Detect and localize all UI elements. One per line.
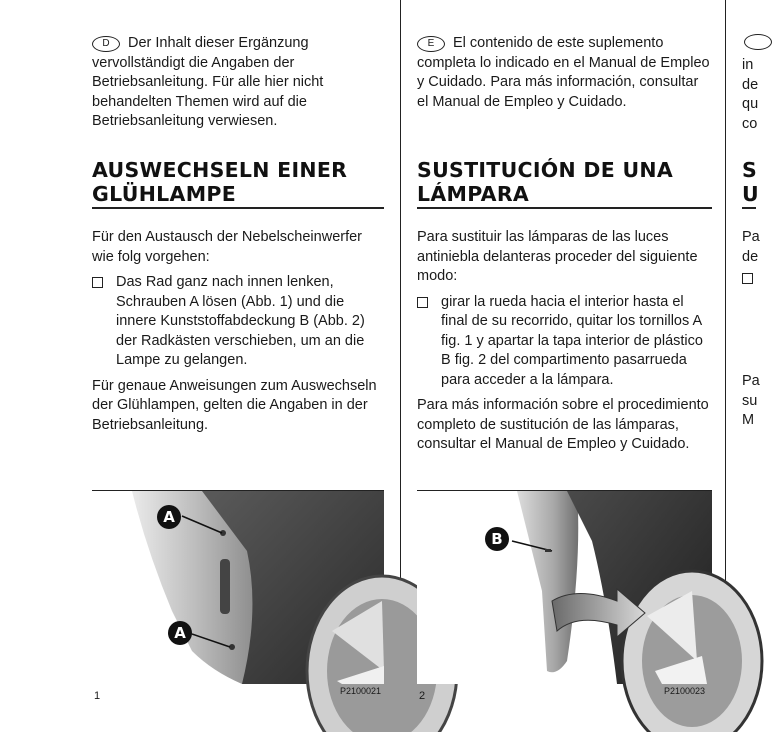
figure-number: 1 xyxy=(94,690,101,702)
language-badge: E xyxy=(417,36,445,52)
intro-paragraph: Para sustituir las lámparas de las luces antiniebla delanteras proceder del siguiente modo: xyxy=(417,229,698,284)
intro-fragment: de xyxy=(742,76,759,93)
wheel-arch-illustration xyxy=(417,491,712,684)
callout-marker-b: B xyxy=(485,527,509,551)
instructions xyxy=(92,228,384,441)
heading-underline xyxy=(742,207,756,209)
closing-paragraph: Para más información sobre el procedimiento completo de sustitución de las lámparas, consultar el Manual de Empleo y Cuidado. xyxy=(417,397,709,452)
intro-fragment: qu xyxy=(742,96,759,112)
intro-text: D Der Inhalt dieser Ergänzung vervollständigt die Angaben der Betriebsanleitung. Für alle hier nicht behandelten Themen wird auf die Betriebsanleitung verwiesen. xyxy=(92,35,324,129)
intro-paragraph: Für den Austausch der Nebelscheinwerfer wie folg vorgehen: xyxy=(92,229,363,265)
section-heading: SUSTITUCIÓN DE UNA LÁMPARA xyxy=(417,158,674,206)
figure-code: P2100023 xyxy=(664,686,706,696)
bullet-item: girar la rueda hacia el interior hasta el final de su recorrido, quitar los tornillos A fig. 1 y apartar la tapa interior de plástico B fig. 2 del compartimento pasarrueda para acceder a la lámpara. xyxy=(417,293,712,391)
bullet-item: Das Rad ganz nach innen lenken, Schrauben A lösen (Abb. 1) und die innere Kunststoffabdeckung B (Abb. 2) der Radkästen verschieben, um an die Lampe zu gelangen. xyxy=(92,273,384,371)
heading-underline xyxy=(92,207,384,209)
figure-number: 2 xyxy=(419,690,426,702)
intro-fragment: in xyxy=(742,57,754,73)
section-heading: AUSWECHSELN EINER GLÜHLAMPE xyxy=(92,158,348,206)
figure-code: P2100021 xyxy=(340,686,382,696)
language-badge xyxy=(744,34,772,50)
closing-fragment: Pa su M xyxy=(742,373,760,428)
instructions xyxy=(417,228,712,461)
column-spanish xyxy=(417,34,712,112)
callout-marker-a: A xyxy=(168,621,192,645)
figure-2 xyxy=(417,491,712,684)
section-heading-fragment: S U xyxy=(742,158,759,206)
intro-text: E El contenido de este suplemento completa lo indicado en el Manual de Empleo y Cuidado. Para más información, consultar el Manual de Empleo y Cuidado. xyxy=(417,35,710,110)
heading-underline xyxy=(417,207,712,209)
column-german xyxy=(92,34,384,132)
column-partial xyxy=(742,34,782,134)
intro-fragment: co xyxy=(742,115,758,132)
language-badge: D xyxy=(92,36,120,52)
figure-1 xyxy=(92,491,384,684)
checkbox-bullet-icon xyxy=(417,297,428,308)
closing-paragraph: Für genaue Anweisungen zum Auswechseln der Glühlampen, gelten die Angaben in der Betriebsanleitung. xyxy=(92,377,377,433)
instructions-fragment: Pa de xyxy=(742,228,782,284)
checkbox-bullet-icon xyxy=(742,273,753,284)
callout-marker-a: A xyxy=(157,505,181,529)
wheel-arch-illustration xyxy=(92,491,384,684)
checkbox-bullet-icon xyxy=(92,277,103,288)
